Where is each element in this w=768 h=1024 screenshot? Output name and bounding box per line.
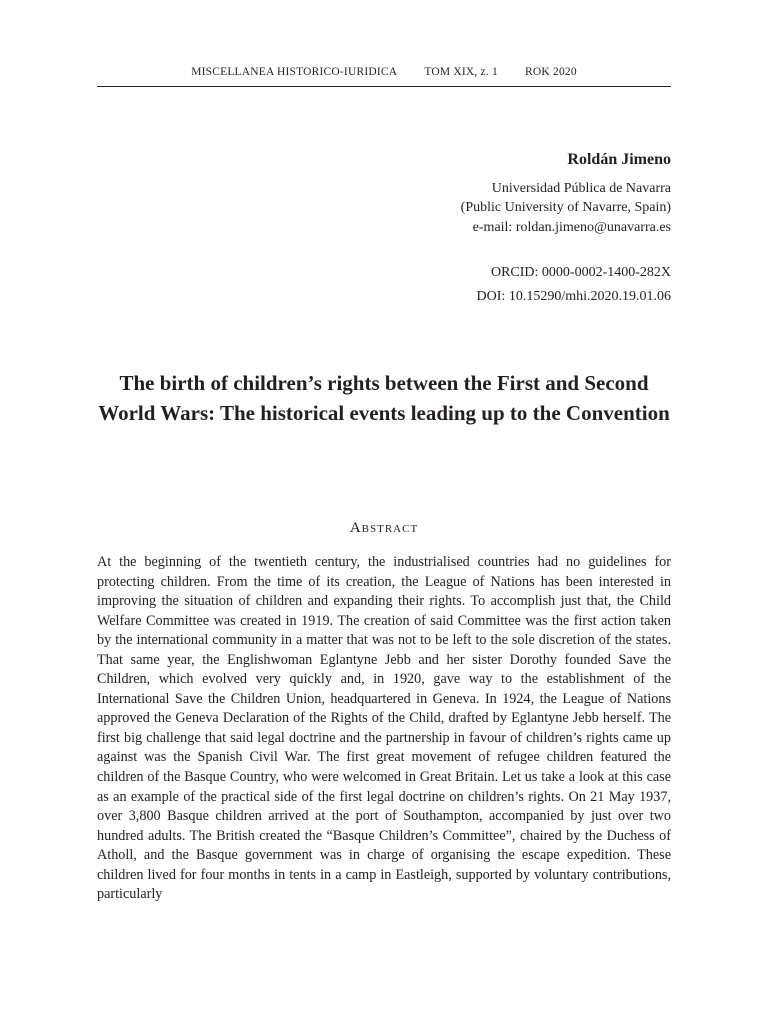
journal-year: ROK 2020	[525, 66, 577, 78]
abstract-heading: Abstract	[349, 520, 419, 536]
identifiers	[271, 261, 671, 309]
author-name: Roldán Jimeno	[567, 151, 671, 168]
running-header	[97, 66, 671, 78]
author-block	[271, 150, 671, 309]
orcid: ORCID: 0000-0002-1400-282X	[490, 265, 671, 280]
journal-name: MISCELLANEA HISTORICO-IURIDICA	[191, 66, 398, 78]
journal-volume: TOM XIX, z. 1	[424, 66, 498, 78]
abstract-text: At the beginning of the twentieth century, the industrialised countries had no guidelines for protecting children. From the time of its creation, the League of Nations has been interested in improving the situation of children and expanding their rights. To accomplish just that, the Child Welfare Committee was created in 1919. The creation of said Committee was the first action taken by the international community in a matter that was not to be left to the sole discretion of the states. That same year, the Englishwoman Eglantyne Jebb and her sister Dorothy founded Save the Children, which evolved very quickly and, in 1920, gave way to the establishment of the International Save the Children Union, headquartered in Geneva. In 1924, the League of Nations approved the Geneva Declaration of the Rights of the Child, drafted by Eglantyne Jebb herself. The first big challenge that said legal doctrine and the partnership in favour of children’s rights came up against was the Spanish Civil War. The first great movement of refugee children featured the children of the Basque Country, who were welcomed in Great Britain. Let us take a look at this case as an example of the practical side of the first legal doctrine on children’s rights. On 21 May 1937, over 3,800 Basque children arrived at the port of Southampton, accompanied by just over two hundred adults. The British created the “Basque Children’s Committee”, chaired by the Duchess of Atholl, and the Basque government was in charge of organising the escape expedition. These children lived for four months in tents in a camp in Eastleigh, supported by voluntary contributions, particularly	[97, 554, 671, 903]
doi: DOI: 10.15290/mhi.2020.19.01.06	[476, 289, 671, 304]
author-affiliation-english: (Public University of Navarre, Spain)	[460, 200, 671, 215]
article-title: The birth of children’s rights between the First and Second World Wars: The historical events leading up to the Convention	[98, 371, 670, 425]
header-rule	[97, 86, 671, 87]
author-email: e-mail: roldan.jimeno@unavarra.es	[472, 219, 671, 235]
author-affiliation: Universidad Pública de Navarra	[491, 180, 671, 196]
